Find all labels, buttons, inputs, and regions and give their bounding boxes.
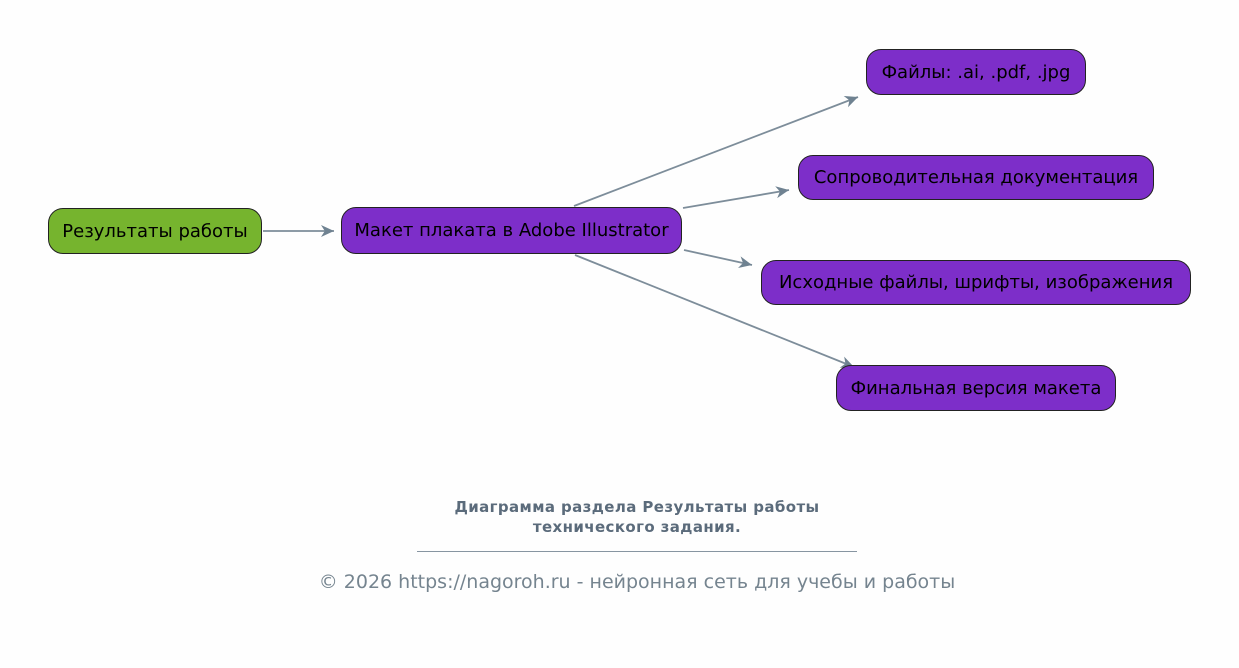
- node-final-layout-version: Финальная версия макета: [836, 365, 1116, 411]
- caption-line-1: Диаграмма раздела Результаты работы: [454, 498, 820, 516]
- node-source-files-fonts-images: Исходные файлы, шрифты, изображения: [761, 260, 1191, 305]
- node-accompanying-documentation: Сопроводительная документация: [798, 155, 1154, 200]
- node-results-of-work: Результаты работы: [48, 208, 262, 254]
- edge-central-sources: [684, 250, 752, 265]
- node-files-formats: Файлы: .ai, .pdf, .jpg: [866, 49, 1086, 95]
- caption-separator-line: [417, 551, 857, 552]
- edge-central-docs: [683, 190, 789, 208]
- node-poster-layout-illustrator: Макет плаката в Adobe Illustrator: [341, 207, 682, 254]
- footer-credit: © 2026 https://nagoroh.ru - нейронная сеть для учебы и работы: [318, 571, 956, 593]
- diagram-caption: [337, 497, 937, 537]
- caption-line-2: технического задания.: [532, 518, 742, 536]
